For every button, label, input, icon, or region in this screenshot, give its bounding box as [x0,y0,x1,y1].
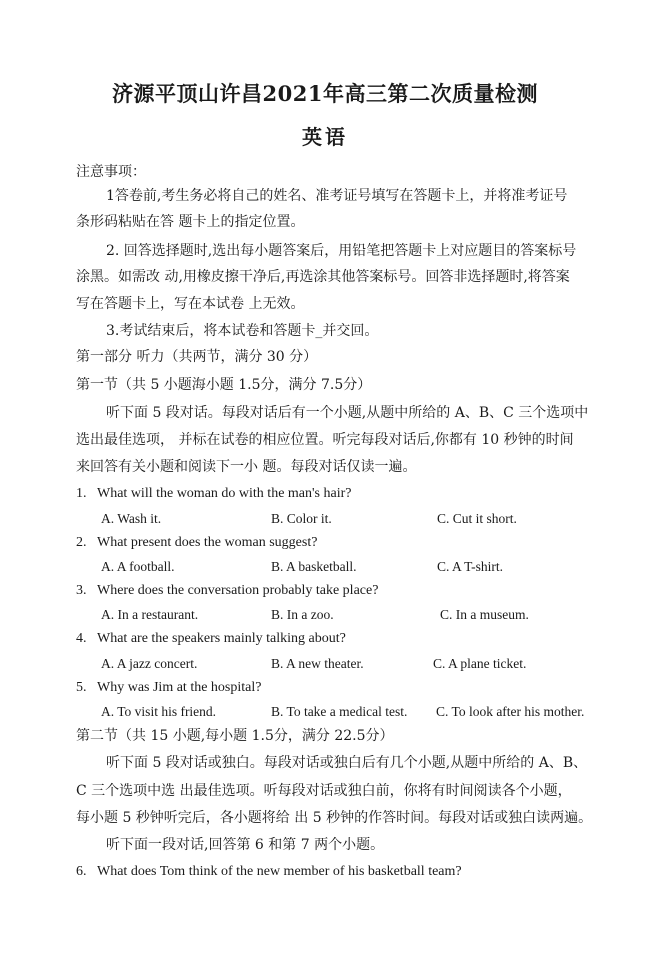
question-5-text: Why was Jim at the hospital? [97,680,262,695]
notice-2-line-1: 2. 回答选择题时,选出每小题答案后，用铅笔把答题卡上对应题目的答案标号 [106,243,577,259]
section2-instructions-line-3: 每小题 5 秒钟听完后，各小题将给 出 5 秒钟的作答时间。每段对话或独白读两遍。 [76,810,593,826]
question-6-number: 6. [76,864,87,879]
question-3-option-c: C. In a museum. [440,607,529,622]
question-1-option-c: C. Cut it short. [437,511,517,526]
question-6-text: What does Tom think of the new member of his basketball team? [97,864,462,879]
question-5-option-c: C. To look after his mother. [436,704,585,719]
question-1-text: What will the woman do with the man's hair? [97,486,352,501]
question-2-number: 2. [76,535,87,550]
question-1-option-b: B. Color it. [271,511,332,526]
question-1-option-a: A. Wash it. [101,511,162,526]
notice-2-line-2: 涂黑。如需改 动,用橡皮擦干净后,再选涂其他答案标号。回答非选择题时,将答案 [76,269,570,285]
question-4-option-c: C. A plane ticket. [433,656,527,671]
question-4-option-a: A. A jazz concert. [101,656,198,671]
exam-title: 济源平顶山许昌2021年高三第二次质量检测 [112,81,538,106]
question-5-option-b: B. To take a medical test. [271,704,408,719]
notice-1-line-1: 1答卷前,考生务必将自己的姓名、准考证号填写在答题卡上，并将准考证号 [106,188,568,204]
section1-instructions-line-3: 来回答有关小题和阅读下一小 题。每段对话仅读一遍。 [76,459,417,475]
question-5-option-a: A. To visit his friend. [101,704,217,719]
question-3-text: Where does the conversation probably take place? [97,583,379,598]
subject-title: 英语 [302,125,348,149]
question-1-number: 1. [76,486,87,501]
notice-heading: 注意事项： [76,164,146,180]
question-2-text: What present does the woman suggest? [97,535,318,550]
section2-instructions-line-1: 听下面 5 段对话或独白。每段对话或独白后有几个小题,从题中所给的 A、B、 [106,755,588,771]
question-2-option-c: C. A T-shirt. [437,559,504,574]
section1-heading: 第一节（共 5 小题海小题 1.5分，满分 7.5分） [76,377,372,393]
section2-heading: 第二节（共 15 小题,每小题 1.5分，满分 22.5分） [76,728,394,744]
question-5-number: 5. [76,680,87,695]
notice-3-line-1: 3.考试结束后，将本试卷和答题卡_并交回。 [106,323,379,339]
question-2-option-b: B. A basketball. [271,559,357,574]
question-4-text: What are the speakers mainly talking about? [97,631,346,646]
part1-heading: 第一部分 听力（共两节，满分 30 分） [76,349,318,365]
section1-instructions-line-1: 听下面 5 段对话。每段对话后有一个小题,从题中所给的 A、B、C 三个选项中 [106,405,589,421]
section2-instructions-line-2: C 三个选项中选 出最佳选项。听每段对话或独白前，你将有时间阅读各个小题， [76,783,572,799]
question-3-option-b: B. In a zoo. [271,607,334,622]
notice-2-line-3: 写在答题卡上，写在本试卷 上无效。 [76,296,305,312]
section1-instructions-line-2: 选出最佳选项， 并标在试卷的相应位置。听完每段对话后,你都有 10 秒钟的时间 [76,432,574,448]
question-3-number: 3. [76,583,87,598]
notice-1-line-2: 条形码粘贴在答 题卡上的指定位置。 [76,214,305,230]
question-2-option-a: A. A football. [101,559,175,574]
question-3-option-a: A. In a restaurant. [101,607,199,622]
section2-sub-instruction: 听下面一段对话,回答第 6 和第 7 两个小题。 [106,837,385,853]
question-4-number: 4. [76,631,87,646]
question-4-option-b: B. A new theater. [271,656,364,671]
